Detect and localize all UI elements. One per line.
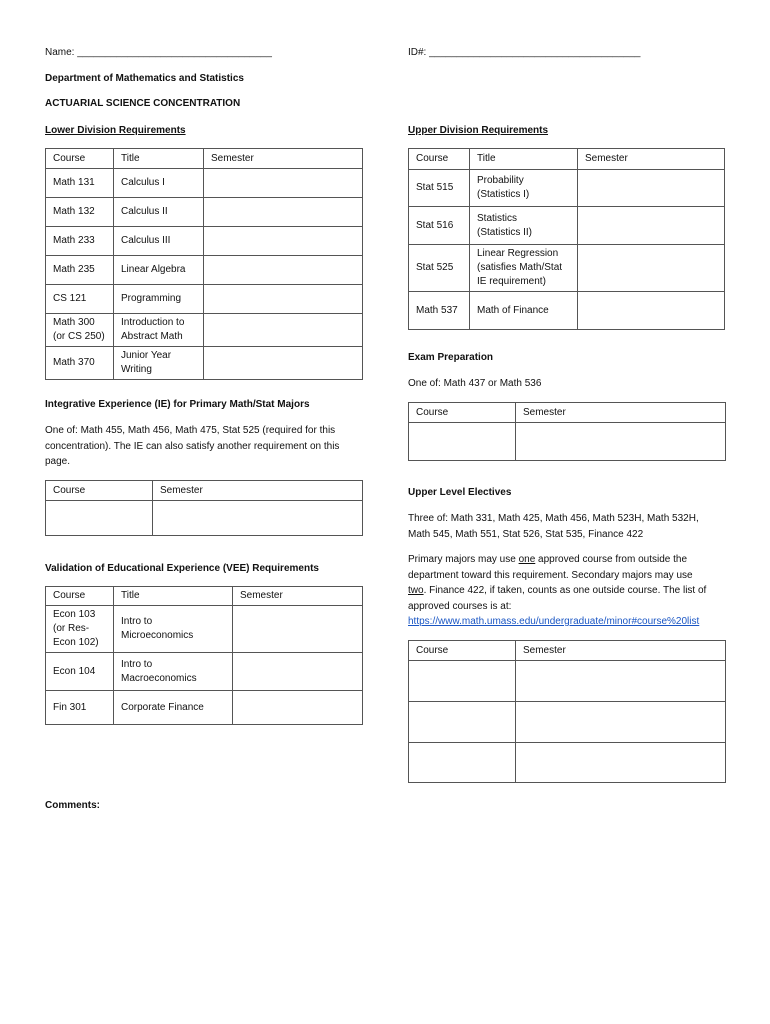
header-course: Course	[409, 403, 516, 423]
exam-prep-text: One of: Math 437 or Math 536	[408, 378, 542, 389]
title-cell: Math of Finance	[470, 292, 578, 330]
course-cell[interactable]	[409, 661, 516, 702]
title-line: (Statistics I)	[477, 189, 530, 200]
title-line: Linear Regression	[477, 248, 559, 259]
title-cell	[470, 170, 578, 207]
course-cell: Math 233	[46, 227, 114, 256]
id-blank[interactable]: ______________________________________	[429, 47, 641, 58]
concentration-title: ACTUARIAL SCIENCE CONCENTRATION	[45, 98, 241, 109]
header-semester: Semester	[153, 481, 363, 501]
course-cell: Math 132	[46, 198, 114, 227]
course-cell	[46, 314, 114, 347]
ie-table	[45, 480, 363, 536]
table-row	[409, 423, 726, 461]
electives-title: Upper Level Electives	[408, 487, 512, 498]
approved-courses-link[interactable]: https://www.math.umass.edu/undergraduate/minor#course%20list	[408, 616, 700, 627]
electives-table	[408, 640, 726, 783]
title-line: (satisfies Math/Stat	[477, 262, 563, 273]
electives-note	[408, 552, 706, 630]
title-line: Probability	[477, 175, 524, 186]
note-text: department toward this requirement. Secondary majors may use	[408, 569, 693, 581]
table-row	[46, 606, 363, 653]
course-line: Math 300	[53, 317, 95, 328]
semester-cell[interactable]	[516, 661, 726, 702]
semester-cell[interactable]	[204, 198, 363, 227]
upper-division-table	[408, 148, 725, 330]
table-row	[409, 292, 725, 330]
header-course: Course	[46, 587, 114, 606]
semester-cell[interactable]	[204, 256, 363, 285]
table-row	[46, 347, 363, 380]
title-line: Intro to	[121, 658, 153, 670]
note-text: approved course from outside the	[535, 554, 688, 565]
title-line: Microeconomics	[121, 630, 194, 641]
semester-cell[interactable]	[204, 285, 363, 314]
header-course: Course	[46, 481, 153, 501]
semester-cell[interactable]	[516, 743, 726, 783]
semester-cell[interactable]	[204, 314, 363, 347]
header-semester: Semester	[204, 149, 363, 169]
semester-cell[interactable]	[578, 170, 725, 207]
name-label: Name:	[45, 47, 75, 58]
title-line: Junior Year	[121, 350, 172, 361]
table-row	[46, 314, 363, 347]
title-line: Macroeconomics	[121, 672, 197, 684]
semester-cell[interactable]	[578, 207, 725, 245]
semester-cell[interactable]	[233, 653, 363, 691]
course-cell: Math 235	[46, 256, 114, 285]
department-title: Department of Mathematics and Statistics	[45, 73, 244, 84]
course-cell[interactable]	[409, 423, 516, 461]
exam-prep-table	[408, 402, 726, 461]
table-row	[409, 743, 726, 783]
header-semester: Semester	[516, 641, 726, 661]
course-cell[interactable]	[409, 743, 516, 783]
course-cell: Math 131	[46, 169, 114, 198]
table-row	[409, 245, 725, 292]
title-line: Intro to	[121, 616, 153, 627]
table-row	[409, 170, 725, 207]
header-title: Title	[470, 149, 578, 170]
title-cell	[114, 314, 204, 347]
electives-line: Math 545, Math 551, Stat 526, Stat 535, Finance 422	[408, 528, 644, 540]
table-header-row	[409, 403, 726, 423]
title-line: Statistics	[477, 212, 518, 224]
vee-table	[45, 586, 363, 725]
title-line: Introduction to	[121, 317, 185, 328]
title-cell: Linear Algebra	[114, 256, 204, 285]
title-cell: Corporate Finance	[114, 691, 233, 725]
header-title: Title	[114, 587, 233, 606]
header-course: Course	[46, 149, 114, 169]
table-row	[409, 661, 726, 702]
header-title: Title	[114, 149, 204, 169]
note-emphasis: two	[408, 585, 424, 596]
table-header-row	[46, 587, 363, 606]
electives-list	[408, 511, 699, 542]
course-cell: Stat 515	[409, 170, 470, 207]
course-cell[interactable]	[46, 501, 153, 536]
title-cell: Calculus I	[114, 169, 204, 198]
table-row	[46, 653, 363, 691]
header-course: Course	[409, 149, 470, 170]
ie-title: Integrative Experience (IE) for Primary Math/Stat Majors	[45, 399, 310, 410]
table-header-row	[46, 481, 363, 501]
semester-cell[interactable]	[516, 423, 726, 461]
semester-cell[interactable]	[204, 227, 363, 256]
title-line: IE requirement)	[477, 276, 546, 287]
header-semester: Semester	[233, 587, 363, 606]
course-cell: Fin 301	[46, 691, 114, 725]
note-text: Primary majors may use	[408, 554, 519, 565]
table-header-row	[409, 641, 726, 661]
semester-cell[interactable]	[204, 347, 363, 380]
course-cell[interactable]	[409, 702, 516, 743]
title-cell	[114, 347, 204, 380]
title-line: Abstract Math	[121, 331, 183, 342]
semester-cell[interactable]	[233, 691, 363, 725]
table-row	[46, 256, 363, 285]
table-row	[409, 702, 726, 743]
title-cell	[470, 245, 578, 292]
table-row	[409, 207, 725, 245]
course-cell: Stat 516	[409, 207, 470, 245]
comments-label: Comments:	[45, 800, 101, 811]
title-line: (Statistics II)	[477, 226, 533, 238]
table-row	[46, 691, 363, 725]
course-line: (or Res-	[53, 623, 90, 634]
course-cell: Math 537	[409, 292, 470, 330]
title-cell: Calculus III	[114, 227, 204, 256]
header-semester: Semester	[578, 149, 725, 170]
id-field[interactable]	[408, 47, 640, 58]
name-blank[interactable]: ___________________________________	[77, 47, 272, 58]
name-field[interactable]	[45, 47, 272, 58]
course-line: Econ 102)	[53, 637, 99, 648]
lower-division-title: Lower Division Requirements	[45, 125, 186, 136]
id-label: ID#:	[408, 47, 427, 58]
title-cell: Calculus II	[114, 198, 204, 227]
table-header-row	[409, 149, 725, 170]
course-cell: CS 121	[46, 285, 114, 314]
comments-area[interactable]	[45, 818, 725, 998]
course-cell: Stat 525	[409, 245, 470, 292]
upper-division-title: Upper Division Requirements	[408, 125, 549, 136]
table-row	[46, 227, 363, 256]
course-cell: Econ 104	[46, 653, 114, 691]
semester-cell[interactable]	[204, 169, 363, 198]
course-cell: Math 370	[46, 347, 114, 380]
electives-line: Three of: Math 331, Math 425, Math 456, Math 523H, Math 532H,	[408, 513, 699, 524]
title-cell	[470, 207, 578, 245]
vee-title: Validation of Educational Experience (VEE) Requirements	[45, 563, 319, 574]
table-row	[46, 169, 363, 198]
exam-prep-title: Exam Preparation	[408, 352, 494, 363]
title-line: Writing	[121, 364, 152, 375]
title-cell: Programming	[114, 285, 204, 314]
ie-line: concentration). The IE can also satisfy another requirement on this	[45, 440, 340, 452]
table-row	[46, 285, 363, 314]
semester-cell[interactable]	[578, 245, 725, 292]
table-row	[46, 501, 363, 536]
table-row	[46, 198, 363, 227]
course-cell	[46, 606, 114, 653]
lower-division-table	[45, 148, 363, 380]
semester-cell[interactable]	[233, 606, 363, 653]
ie-line: One of: Math 455, Math 456, Math 475, Stat 525 (required for this	[45, 425, 336, 436]
header-semester: Semester	[516, 403, 726, 423]
table-header-row	[46, 149, 363, 169]
note-text: approved courses is at:	[408, 600, 512, 612]
note-emphasis: one	[518, 554, 536, 565]
title-cell	[114, 653, 233, 691]
course-line: (or CS 250)	[53, 331, 105, 342]
title-cell	[114, 606, 233, 653]
semester-cell[interactable]	[516, 702, 726, 743]
ie-line: page.	[45, 456, 71, 467]
header-course: Course	[409, 641, 516, 661]
ie-description	[45, 423, 339, 470]
course-line: Econ 103	[53, 609, 96, 620]
note-text: . Finance 422, if taken, counts as one outside course. The list of	[423, 585, 707, 596]
semester-cell[interactable]	[578, 292, 725, 330]
semester-cell[interactable]	[153, 501, 363, 536]
